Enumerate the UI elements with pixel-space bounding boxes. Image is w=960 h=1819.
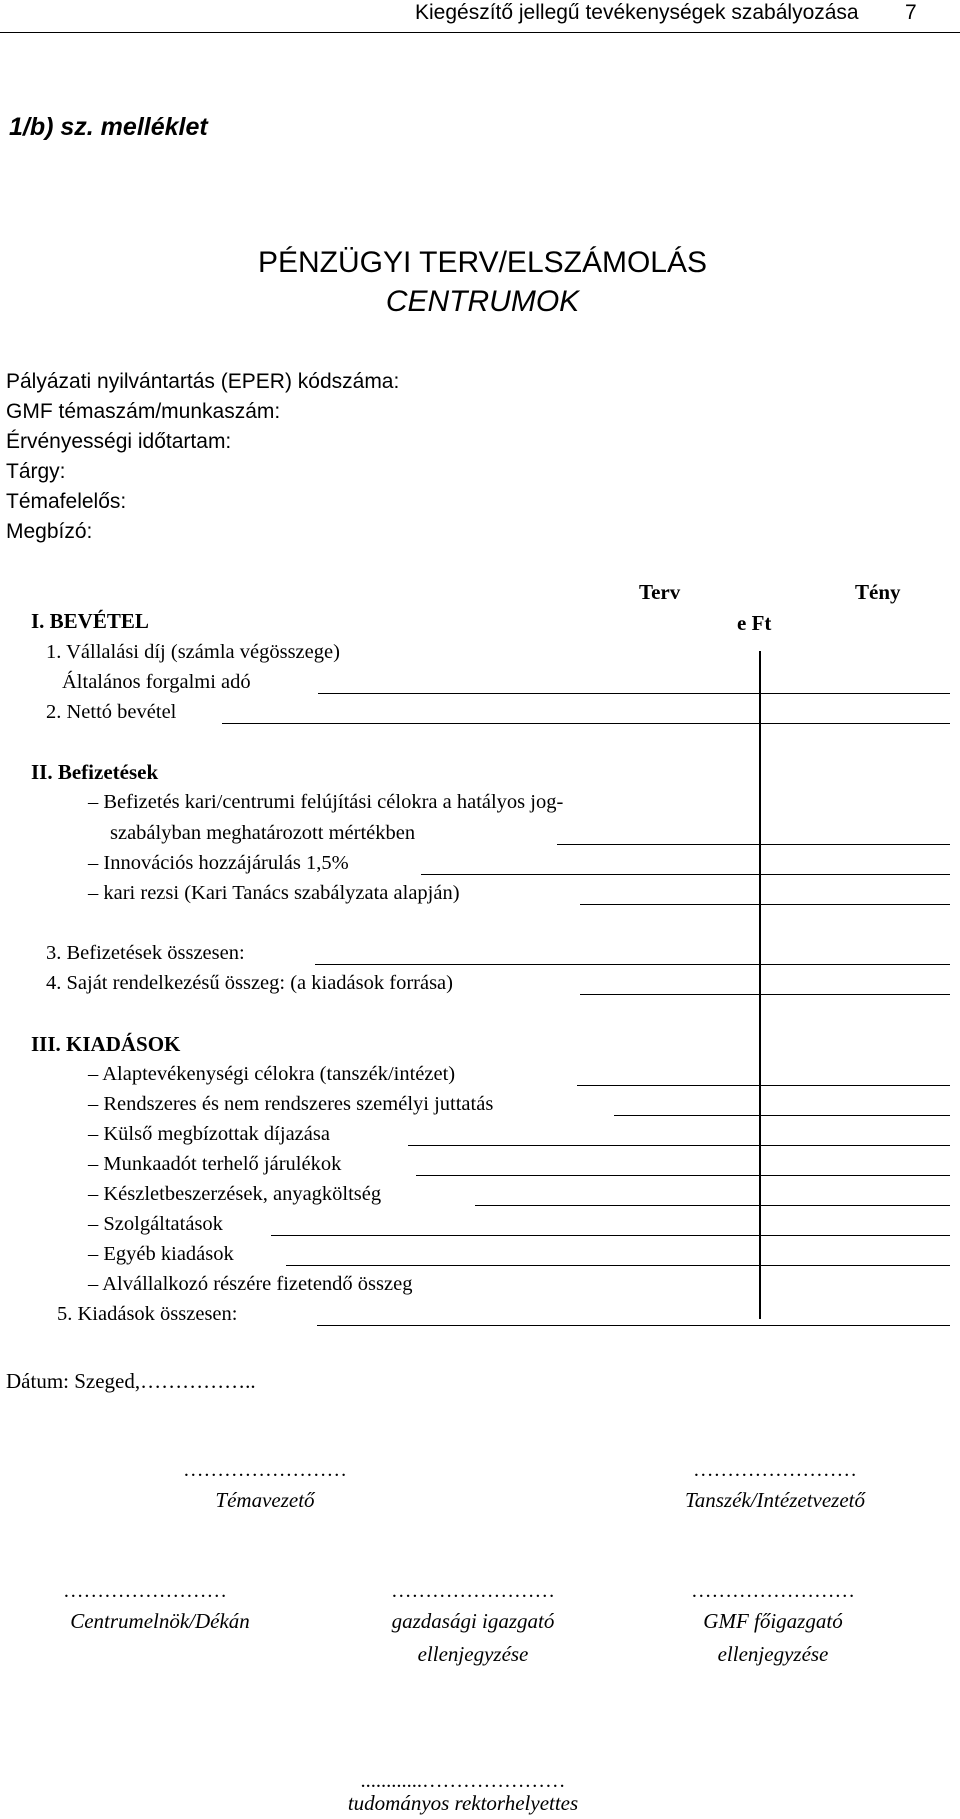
annex-label: 1/b) sz. melléklet bbox=[9, 113, 208, 141]
field-validity: Érvényességi időtartam: bbox=[6, 430, 232, 453]
row-innovation: – Innovációs hozzájárulás 1,5% bbox=[88, 852, 349, 874]
column-divider bbox=[759, 651, 761, 1319]
running-header-title: Kiegészítő jellegű tevékenységek szabályozása bbox=[415, 1, 859, 24]
signature-dots-vice-rector: ............………………… bbox=[360, 1770, 566, 1792]
row-own-amount: 4. Saját rendelkezésű összeg: (a kiadások forrása) bbox=[46, 972, 453, 994]
row-expense-contributions: – Munkaadót terhelő járulékok bbox=[88, 1153, 342, 1175]
row-vat-line bbox=[318, 693, 950, 694]
row-expense-personnel: – Rendszeres és nem rendszeres személyi juttatás bbox=[88, 1093, 494, 1115]
row-expense-materials-line bbox=[475, 1205, 950, 1206]
signature-gmf-countersign: ellenjegyzése bbox=[717, 1642, 829, 1666]
row-expense-core-line bbox=[577, 1085, 950, 1086]
row-expense-contributions-line bbox=[416, 1175, 950, 1176]
section-expenses-heading: III. KIADÁSOK bbox=[31, 1032, 181, 1056]
field-subject: Tárgy: bbox=[6, 460, 66, 483]
date-line: Dátum: Szeged,…………….. bbox=[6, 1369, 256, 1393]
row-own-amount-line bbox=[580, 994, 950, 995]
row-expense-subcontractor: – Alvállalkozó részére fizetendő összeg bbox=[88, 1273, 413, 1295]
signature-economic-countersign: ellenjegyzése bbox=[417, 1642, 529, 1666]
row-renovation-line2: szabályban meghatározott mértékben bbox=[110, 822, 416, 844]
column-actual: Tény bbox=[855, 580, 901, 604]
row-net-income-line bbox=[222, 723, 950, 724]
row-payments-total: 3. Befizetések összesen: bbox=[46, 942, 245, 964]
section-income-heading: I. BEVÉTEL bbox=[31, 609, 149, 633]
signature-economic-director: gazdasági igazgató bbox=[391, 1609, 555, 1633]
row-renovation-line1: – Befizetés kari/centrumi felújítási célokra a hatályos jog- bbox=[88, 791, 564, 813]
row-expense-services: – Szolgáltatások bbox=[88, 1213, 223, 1235]
signature-vice-rector: tudományos rektorhelyettes bbox=[347, 1791, 579, 1815]
row-expense-core: – Alaptevékenységi célokra (tanszék/intézet) bbox=[88, 1063, 456, 1085]
row-expenses-total: 5. Kiadások összesen: bbox=[57, 1303, 238, 1325]
row-overhead-line bbox=[580, 904, 950, 905]
row-renovation-line bbox=[557, 844, 950, 845]
section-payments-heading: II. Befizetések bbox=[31, 760, 159, 784]
row-net-income: 2. Nettó bevétel bbox=[46, 701, 177, 723]
row-expense-materials: – Készletbeszerzések, anyagköltség bbox=[88, 1183, 382, 1205]
signature-dots-gmf: …………………… bbox=[691, 1580, 855, 1602]
signature-gmf-director: GMF főigazgató bbox=[703, 1609, 843, 1633]
row-expenses-total-line bbox=[317, 1325, 950, 1326]
signature-dots-economic: …………………… bbox=[391, 1580, 555, 1602]
signature-dots-supervisor: …………………… bbox=[183, 1459, 347, 1481]
field-client: Megbízó: bbox=[6, 520, 93, 543]
signature-supervisor: Témavezető bbox=[215, 1488, 315, 1512]
page-number: 7 bbox=[905, 1, 917, 24]
page-subtitle: CENTRUMOK bbox=[385, 285, 580, 318]
row-expense-services-line bbox=[271, 1235, 950, 1236]
row-innovation-line bbox=[421, 874, 950, 875]
signature-dots-dean: …………………… bbox=[63, 1580, 227, 1602]
row-overhead: – kari rezsi (Kari Tanács szabályzata alapján) bbox=[88, 882, 460, 904]
field-eper: Pályázati nyilvántartás (EPER) kódszáma: bbox=[6, 370, 400, 393]
signature-dots-head: …………………… bbox=[693, 1459, 857, 1481]
row-expense-other-line bbox=[286, 1265, 950, 1266]
header-rule bbox=[0, 32, 960, 33]
column-plan: Terv bbox=[639, 580, 681, 604]
row-payments-total-line bbox=[315, 964, 950, 965]
row-expense-external: – Külső megbízottak díjazása bbox=[88, 1123, 330, 1145]
signature-head: Tanszék/Intézetvezető bbox=[684, 1488, 866, 1512]
column-unit: e Ft bbox=[737, 611, 772, 635]
field-responsible: Témafelelős: bbox=[6, 490, 127, 513]
row-expense-personnel-line bbox=[614, 1115, 950, 1116]
row-contract-fee: 1. Vállalási díj (számla végösszege) bbox=[46, 641, 340, 663]
row-expense-external-line bbox=[408, 1145, 950, 1146]
page-title: PÉNZÜGYI TERV/ELSZÁMOLÁS bbox=[257, 246, 708, 279]
signature-dean: Centrumelnök/Dékán bbox=[70, 1609, 250, 1633]
row-vat: Általános forgalmi adó bbox=[62, 671, 251, 693]
row-expense-other: – Egyéb kiadások bbox=[88, 1243, 234, 1265]
field-gmf: GMF témaszám/munkaszám: bbox=[6, 400, 281, 423]
